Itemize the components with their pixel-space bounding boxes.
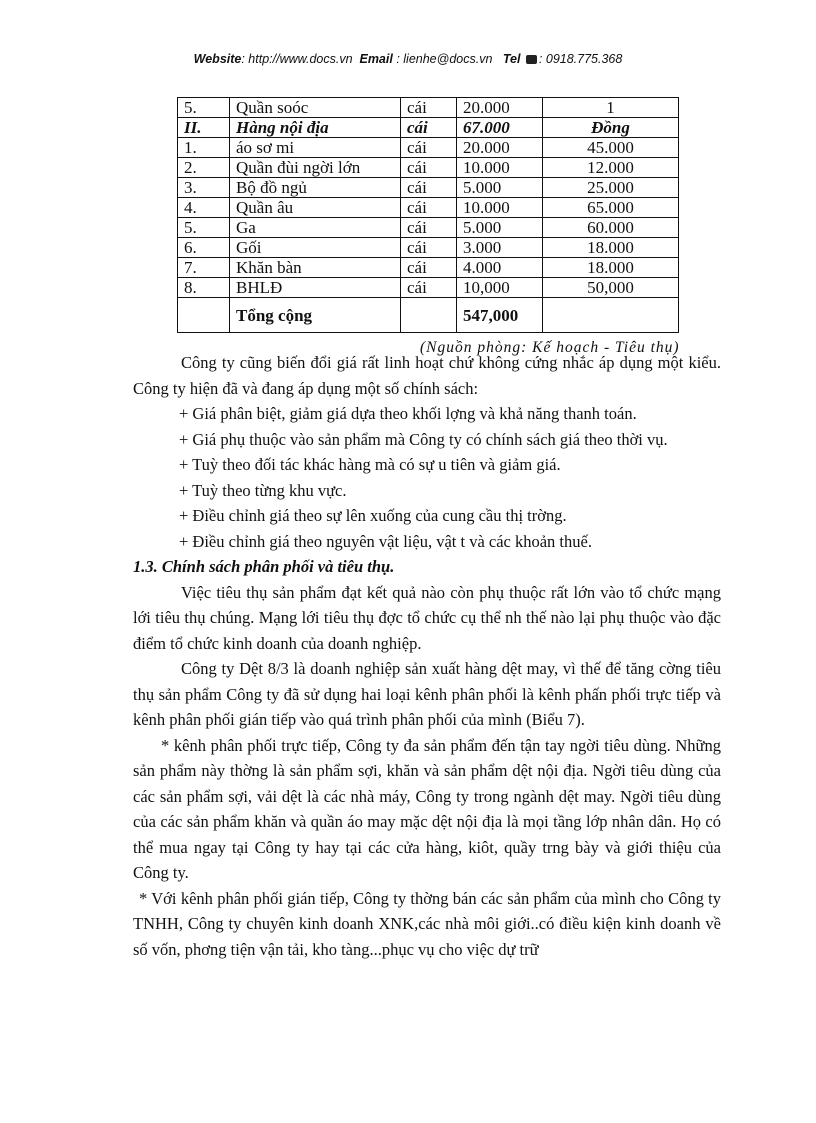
table-row: [178, 178, 679, 198]
quantity-cell: 20.000: [457, 98, 543, 118]
row-number-cell: 5.: [178, 98, 230, 118]
unit-cell: cái: [401, 238, 457, 258]
row-number-cell: II.: [178, 118, 230, 138]
item-name-cell: áo sơ mi: [230, 138, 401, 158]
table-row: [178, 218, 679, 238]
item-name-cell: Quần âu: [230, 198, 401, 218]
paragraph-distribution: Việc tiêu thụ sản phẩm đạt kết quả nào còn phụ thuộc rất lớn vào tổ chức mạng lới tiêu thụ chúng. Mạng lới tiêu thụ đợc tổ chức cụ thể nh thế nào lại phụ thuộc vào đặc điểm tổ chức kinh doanh của doanh nghiệp.: [133, 582, 721, 653]
body-text: [133, 350, 721, 962]
email-value: : lienhe@docs.vn: [396, 52, 493, 66]
website-label: Website: [193, 52, 242, 66]
price-cell: 12.000: [543, 158, 679, 178]
goods-price-table: [177, 97, 679, 333]
item-name-cell: Gối: [230, 238, 401, 258]
table-row: [178, 238, 679, 258]
quantity-cell: 10.000: [457, 158, 543, 178]
item-name-cell: BHLĐ: [230, 278, 401, 298]
unit-cell: cái: [401, 158, 457, 178]
price-cell: 60.000: [543, 218, 679, 238]
quantity-cell: 10.000: [457, 198, 543, 218]
unit-cell: cái: [401, 198, 457, 218]
row-number-cell: 2.: [178, 158, 230, 178]
item-name-cell: Quần soóc: [230, 98, 401, 118]
unit-cell: cái: [401, 118, 457, 138]
price-cell: 18.000: [543, 258, 679, 278]
quantity-cell: 67.000: [457, 118, 543, 138]
total-value: 547,000: [457, 298, 543, 333]
paragraph-indirect-channel: * Với kênh phân phối gián tiếp, Công ty thờng bán các sản phẩm của mình cho Công ty TNHH, Công ty chuyên kinh doanh XNK,các nhà môi giới..có điều kiện kinh doanh về số vốn, phơng tiện vận tải, kho tàng...phục vụ cho việc dự trữ: [133, 888, 721, 959]
price-cell: 18.000: [543, 238, 679, 258]
total-price-cell: [543, 298, 679, 333]
pricing-policy-list: [133, 401, 721, 554]
price-cell: 1: [543, 98, 679, 118]
paragraph-direct-channel: * kênh phân phối trực tiếp, Công ty đa sản phẩm đến tận tay ngời tiêu dùng. Những sản phẩm này thờng là sản phẩm sợi, khăn và sản phẩm dệt nội địa. Ngời tiêu dùng của các sản phẩm sợi, vải dệt là các nhà máy, Công ty trong ngành dệt may. Ngời tiêu dùng của các sản phẩm khăn và quần áo may mặc dệt nội địa là mọi tầng lớp nhân dân. Họ có thể mua ngay tại Công ty hay tại các cửa hàng, kiôt, quầy trng bày và giới thiệu của Công ty.: [133, 735, 721, 882]
row-number-cell: 3.: [178, 178, 230, 198]
quantity-cell: 3.000: [457, 238, 543, 258]
page-header: [0, 52, 816, 66]
paragraph-pricing-intro: Công ty cũng biến đổi giá rất linh hoạt chứ không cứng nhắc áp dụng một kiểu. Công ty hiện đã và đang áp dụng một số chính sách:: [133, 353, 721, 398]
list-item: + Tuỳ theo đối tác khác hàng mà có sự u tiên và giảm giá.: [179, 455, 561, 474]
list-item: + Giá phụ thuộc vào sản phẩm mà Công ty có chính sách giá theo thời vụ.: [179, 429, 668, 449]
list-item: + Điều chỉnh giá theo sự lên xuống của cung cầu thị trờng.: [179, 506, 567, 525]
row-number-cell: 7.: [178, 258, 230, 278]
goods-table-body: [178, 98, 679, 298]
row-number-cell: 5.: [178, 218, 230, 238]
price-cell: Đồng: [543, 118, 679, 138]
total-label: Tổng cộng: [230, 298, 401, 333]
unit-cell: cái: [401, 178, 457, 198]
quantity-cell: 20.000: [457, 138, 543, 158]
item-name-cell: Khăn bàn: [230, 258, 401, 278]
table-row: [178, 98, 679, 118]
tel-label: Tel: [502, 52, 521, 66]
quantity-cell: 5.000: [457, 218, 543, 238]
tel-value: : 0918.775.368: [538, 52, 623, 66]
list-item: + Giá phân biệt, giảm giá dựa theo khối lợng và khả năng thanh toán.: [179, 404, 637, 423]
item-name-cell: Quần đùi ngời lớn: [230, 158, 401, 178]
telephone-icon: [526, 55, 537, 64]
quantity-cell: 10,000: [457, 278, 543, 298]
unit-cell: cái: [401, 138, 457, 158]
unit-cell: cái: [401, 258, 457, 278]
website-value: : http://www.docs.vn: [241, 52, 353, 66]
price-cell: 45.000: [543, 138, 679, 158]
table-row: [178, 138, 679, 158]
unit-cell: cái: [401, 278, 457, 298]
price-cell: 50,000: [543, 278, 679, 298]
table-total-row: [178, 298, 679, 333]
row-number-cell: 1.: [178, 138, 230, 158]
email-label: Email: [359, 52, 393, 66]
list-item: + Điều chỉnh giá theo nguyên vật liệu, vật t và các khoản thuế.: [179, 531, 592, 551]
item-name-cell: Hàng nội địa: [230, 118, 401, 138]
paragraph-channels: Công ty Dệt 8/3 là doanh nghiệp sản xuất hàng dệt may, vì thế để tăng cờng tiêu thụ sản phẩm Công ty đã sử dụng hai loại kênh phân phối là kênh phấn phối trực tiếp và kênh phân phối gián tiếp vào quá trình phân phối của mình (Biểu 7).: [133, 659, 721, 729]
unit-cell: cái: [401, 98, 457, 118]
section-heading: 1.3. Chính sách phân phối và tiêu thụ.: [133, 557, 395, 576]
total-no-cell: [178, 298, 230, 333]
table-row: [178, 118, 679, 138]
quantity-cell: 5.000: [457, 178, 543, 198]
row-number-cell: 4.: [178, 198, 230, 218]
table-row: [178, 158, 679, 178]
list-item: + Tuỳ theo từng khu vực.: [179, 480, 347, 500]
table-row: [178, 198, 679, 218]
item-name-cell: Bộ đồ ngủ: [230, 178, 401, 198]
price-cell: 65.000: [543, 198, 679, 218]
row-number-cell: 6.: [178, 238, 230, 258]
table-row: [178, 258, 679, 278]
source-note: (Nguồn phòng: Kế hoạch - Tiêu thụ): [420, 339, 680, 356]
item-name-cell: Ga: [230, 218, 401, 238]
unit-cell: cái: [401, 218, 457, 238]
row-number-cell: 8.: [178, 278, 230, 298]
price-cell: 25.000: [543, 178, 679, 198]
total-unit-cell: [401, 298, 457, 333]
table-row: [178, 278, 679, 298]
quantity-cell: 4.000: [457, 258, 543, 278]
